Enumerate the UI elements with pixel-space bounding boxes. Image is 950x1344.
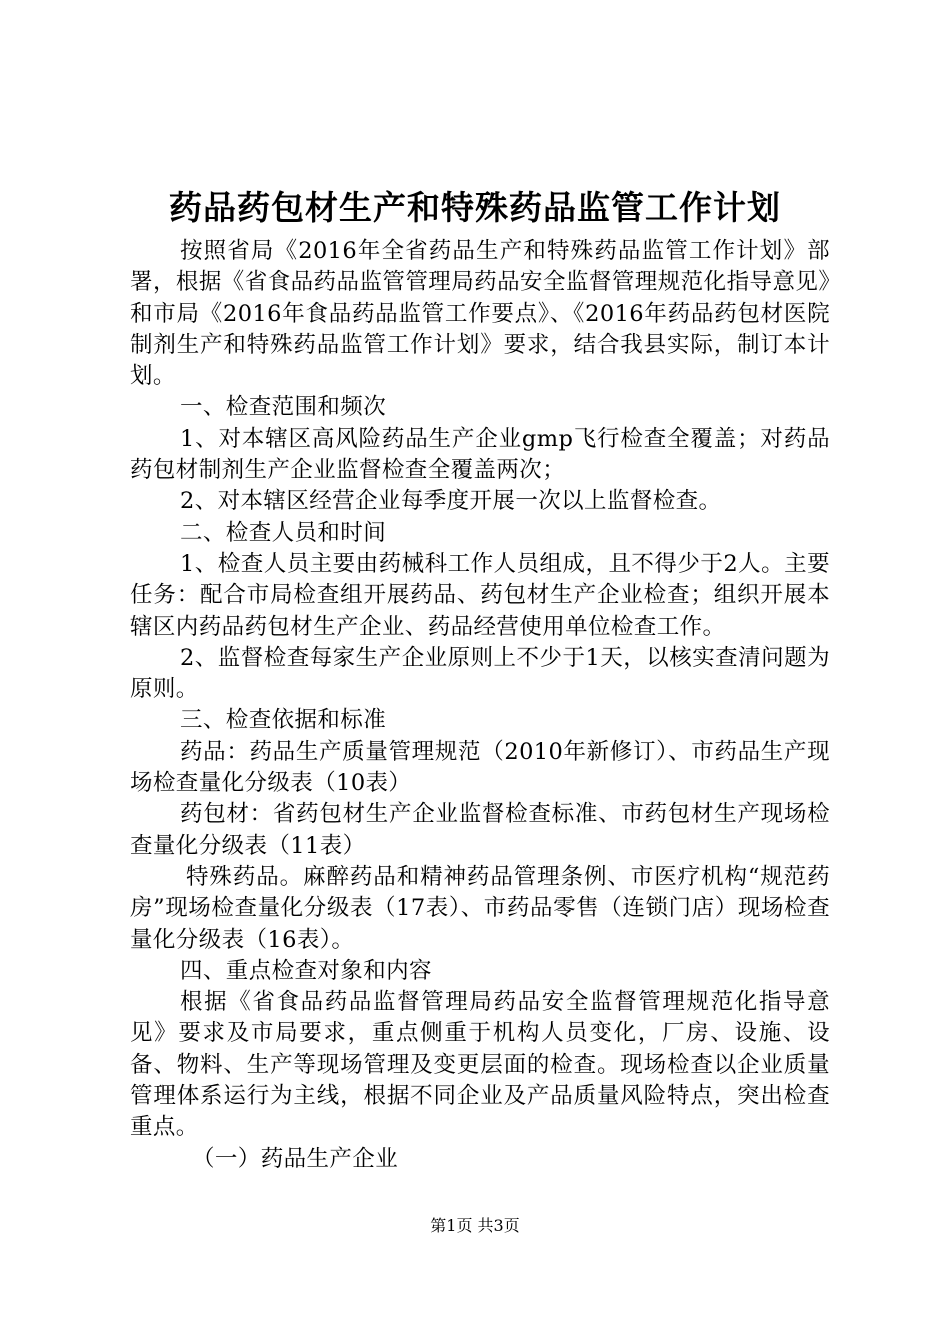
document-body xyxy=(130,236,830,1175)
paragraph: 2、监督检查每家生产企业原则上不少于1天，以核实查清问题为原则。 xyxy=(130,644,830,703)
paragraph: 药品：药品生产质量管理规范（2010年新修订）、市药品生产现场检查量化分级表（10表） xyxy=(130,738,830,797)
paragraph: 2、对本辖区经营企业每季度开展一次以上监督检查。 xyxy=(180,488,722,515)
section-heading: 一、检查范围和频次 xyxy=(180,394,387,421)
subsection-heading: （一）药品生产企业 xyxy=(192,1145,399,1172)
intro-paragraph: 按照省局《2016年全省药品生产和特殊药品监管工作计划》部署，根据《省食品药品监管管理局药品安全监督管理规范化指导意见》和市局《2016年食品药品监管工作要点》、《2016年药品药包材医院制剂生产和特殊药品监管工作计划》要求，结合我县实际，制订本计划。 xyxy=(130,238,830,390)
section-heading: 三、检查依据和标准 xyxy=(180,707,387,734)
paragraph: 1、对本辖区高风险药品生产企业gmp飞行检查全覆盖；对药品药包材制剂生产企业监督检查全覆盖两次； xyxy=(130,425,830,484)
paragraph: 1、检查人员主要由药械科工作人员组成，且不得少于2人。主要任务：配合市局检查组开展药品、药包材生产企业检查；组织开展本辖区内药品药包材生产企业、药品经营使用单位检查工作。 xyxy=(130,550,830,640)
section-heading: 二、检查人员和时间 xyxy=(180,519,387,546)
paragraph: 特殊药品。麻醉药品和精神药品管理条例、市医疗机构“规范药房”现场检查量化分级表（17表）、市药品零售（连锁门店）现场检查量化分级表（16表）。 xyxy=(130,863,830,953)
document-title: 药品药包材生产和特殊药品监管工作计划 xyxy=(169,188,781,227)
paragraph: 药包材：省药包材生产企业监督检查标准、市药包材生产现场检查量化分级表（11表） xyxy=(130,801,830,859)
section-heading: 四、重点检查对象和内容 xyxy=(180,957,432,984)
paragraph: 根据《省食品药品监督管理局药品安全监督管理规范化指导意见》要求及市局要求，重点侧重于机构人员变化，厂房、设施、设备、物料、生产等现场管理及变更层面的检查。现场检查以企业质量管理体系运行为主线，根据不同企业及产品质量风险特点，突出检查重点。 xyxy=(130,989,830,1141)
page-footer: 第1页 共3页 xyxy=(430,1216,520,1235)
